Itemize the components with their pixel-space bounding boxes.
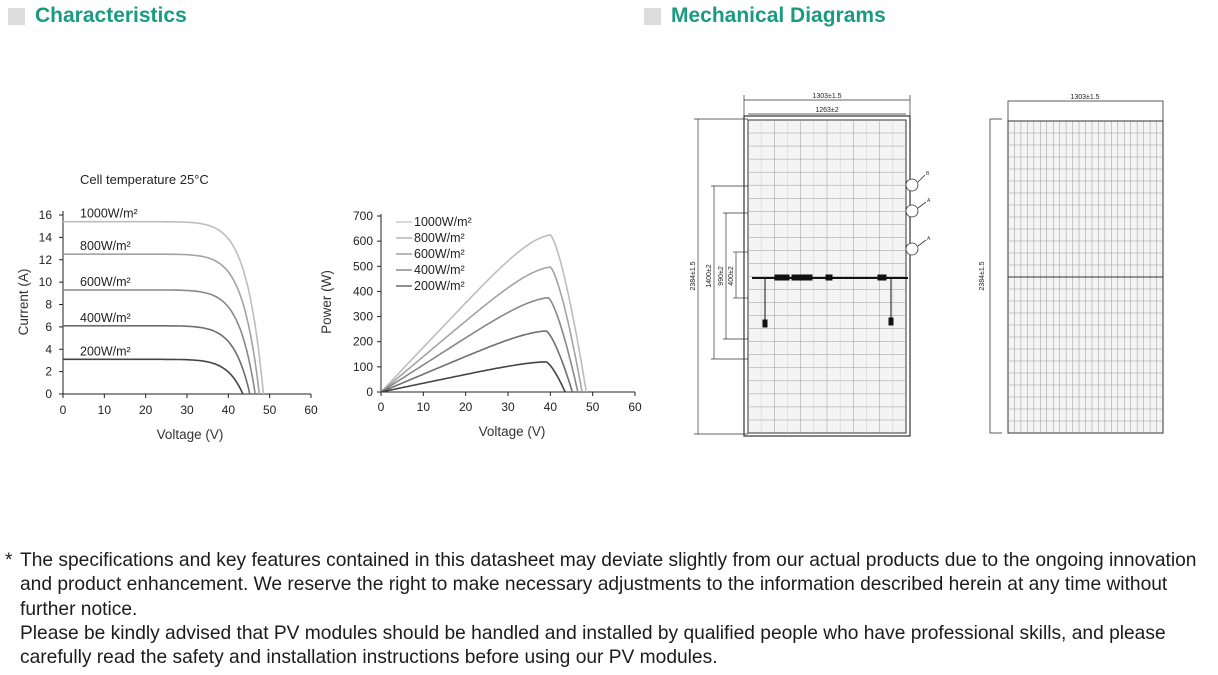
- iv-x-tick-label: 10: [97, 403, 112, 417]
- iv-y-tick-label: 16: [38, 208, 52, 222]
- front-dim-width: 1303±1.5: [812, 93, 842, 100]
- iv-series-label: 200W/m²: [80, 344, 131, 359]
- iv-x-tick-label: 50: [262, 403, 277, 417]
- back-panel-grid: [1008, 121, 1163, 433]
- iv-y-tick-label: 4: [45, 342, 52, 357]
- note-paragraph-1: The specifications and key features contained in this datasheet may deviate slightly from our actual products due to the ongoing innovation and product enhancement. We reserve the right to make necessary adjustments to the information described herein at any time without further notice.: [20, 550, 1197, 620]
- iv-ylabel: Current (A): [16, 268, 31, 336]
- pv-y-tick-label: 400: [352, 284, 373, 299]
- iv-caption: Cell temperature 25°C: [80, 172, 209, 187]
- pv-curve-chart: [316, 200, 656, 448]
- iv-series-line: [63, 359, 243, 394]
- front-view-drawing: [680, 86, 950, 442]
- iv-series-line: [63, 290, 255, 394]
- pv-series-line: [381, 362, 565, 392]
- back-height-dimension: [990, 119, 1002, 433]
- iv-series-label: 1000W/m²: [80, 206, 138, 221]
- pv-xlabel: Voltage (V): [478, 424, 546, 439]
- iv-x-tick-label: 20: [138, 403, 153, 417]
- pv-y-tick-label: 0: [366, 385, 373, 399]
- iv-y-tick-label: 0: [45, 387, 52, 401]
- pv-x-tick-label: 60: [628, 400, 642, 414]
- pv-series-line: [381, 298, 578, 392]
- pv-y-tick-label: 600: [352, 234, 373, 249]
- pv-axes: [353, 209, 642, 414]
- pv-y-tick-label: 700: [352, 209, 373, 223]
- back-dim-width: 1303±1.5: [1070, 94, 1100, 101]
- pv-x-tick-label: 0: [377, 400, 385, 414]
- iv-x-tick-label: 40: [221, 403, 236, 417]
- front-dim-inner-width: 1263±2: [815, 107, 839, 114]
- note-paragraph-2: Please be kindly advised that PV modules should be handled and installed by qualified people who have professional skills, and please carefully read the safety and installation instructions before using our PV modules.: [20, 622, 1166, 669]
- iv-series-label: 800W/m²: [80, 239, 131, 254]
- iv-y-tick-label: 2: [45, 364, 52, 379]
- callout-label-b: B: [926, 171, 930, 177]
- iv-series-label: 600W/m²: [80, 274, 131, 289]
- note-asterisk: *: [5, 550, 13, 571]
- back-view-drawing: [970, 86, 1180, 442]
- pv-x-tick-label: 30: [501, 400, 515, 414]
- disclaimer-note: [5, 549, 1215, 670]
- pv-y-tick-label: 300: [352, 309, 373, 324]
- detail-callouts: [906, 175, 926, 255]
- iv-x-tick-label: 60: [304, 403, 318, 417]
- iv-y-tick-label: 12: [38, 252, 52, 267]
- pv-legend-label: 1000W/m²: [414, 215, 472, 229]
- characteristics-header: [8, 4, 187, 28]
- iv-xlabel: Voltage (V): [156, 427, 224, 442]
- pv-y-tick-label: 100: [352, 359, 373, 374]
- front-dim-990: 990±2: [718, 266, 725, 286]
- mechanical-title: Mechanical Diagrams: [671, 4, 886, 27]
- iv-y-tick-label: 6: [45, 319, 52, 334]
- pv-series-line: [381, 235, 586, 392]
- pv-legend-label: 600W/m²: [414, 247, 465, 261]
- characteristics-title: Characteristics: [35, 4, 187, 27]
- mechanical-header: [644, 4, 886, 28]
- pv-legend: [396, 215, 472, 293]
- back-width-box: [1008, 101, 1163, 121]
- pv-legend-label: 800W/m²: [414, 231, 465, 245]
- pv-x-tick-label: 50: [585, 400, 600, 414]
- front-dim-height: 2384±1.5: [690, 261, 697, 291]
- pv-curves: [381, 235, 586, 392]
- header-square-icon: [644, 8, 661, 25]
- pv-legend-label: 400W/m²: [414, 263, 465, 277]
- iv-y-tick-label: 14: [38, 230, 52, 245]
- front-dim-400: 400±2: [728, 266, 735, 286]
- front-dim-1400: 1400±2: [706, 264, 713, 288]
- back-dim-height: 2384±1.5: [979, 261, 986, 291]
- iv-x-tick-label: 0: [59, 403, 67, 417]
- pv-y-tick-label: 200: [352, 334, 373, 349]
- iv-curve-chart: [0, 160, 330, 450]
- iv-curve-labels: [80, 207, 138, 359]
- iv-x-tick-label: 30: [180, 403, 194, 417]
- callout-label-a: A: [927, 198, 931, 204]
- header-square-icon: [8, 8, 25, 25]
- pv-legend-label: 200W/m²: [414, 279, 465, 293]
- pv-ylabel: Power (W): [319, 270, 334, 334]
- iv-y-tick-label: 8: [45, 297, 52, 312]
- callout-label-a2: A: [927, 236, 931, 242]
- pv-x-tick-label: 10: [416, 400, 431, 414]
- pv-y-tick-label: 500: [352, 259, 373, 274]
- pv-x-tick-label: 20: [458, 400, 473, 414]
- pv-x-tick-label: 40: [543, 400, 558, 414]
- iv-series-label: 400W/m²: [80, 310, 131, 325]
- iv-y-tick-label: 10: [38, 275, 52, 290]
